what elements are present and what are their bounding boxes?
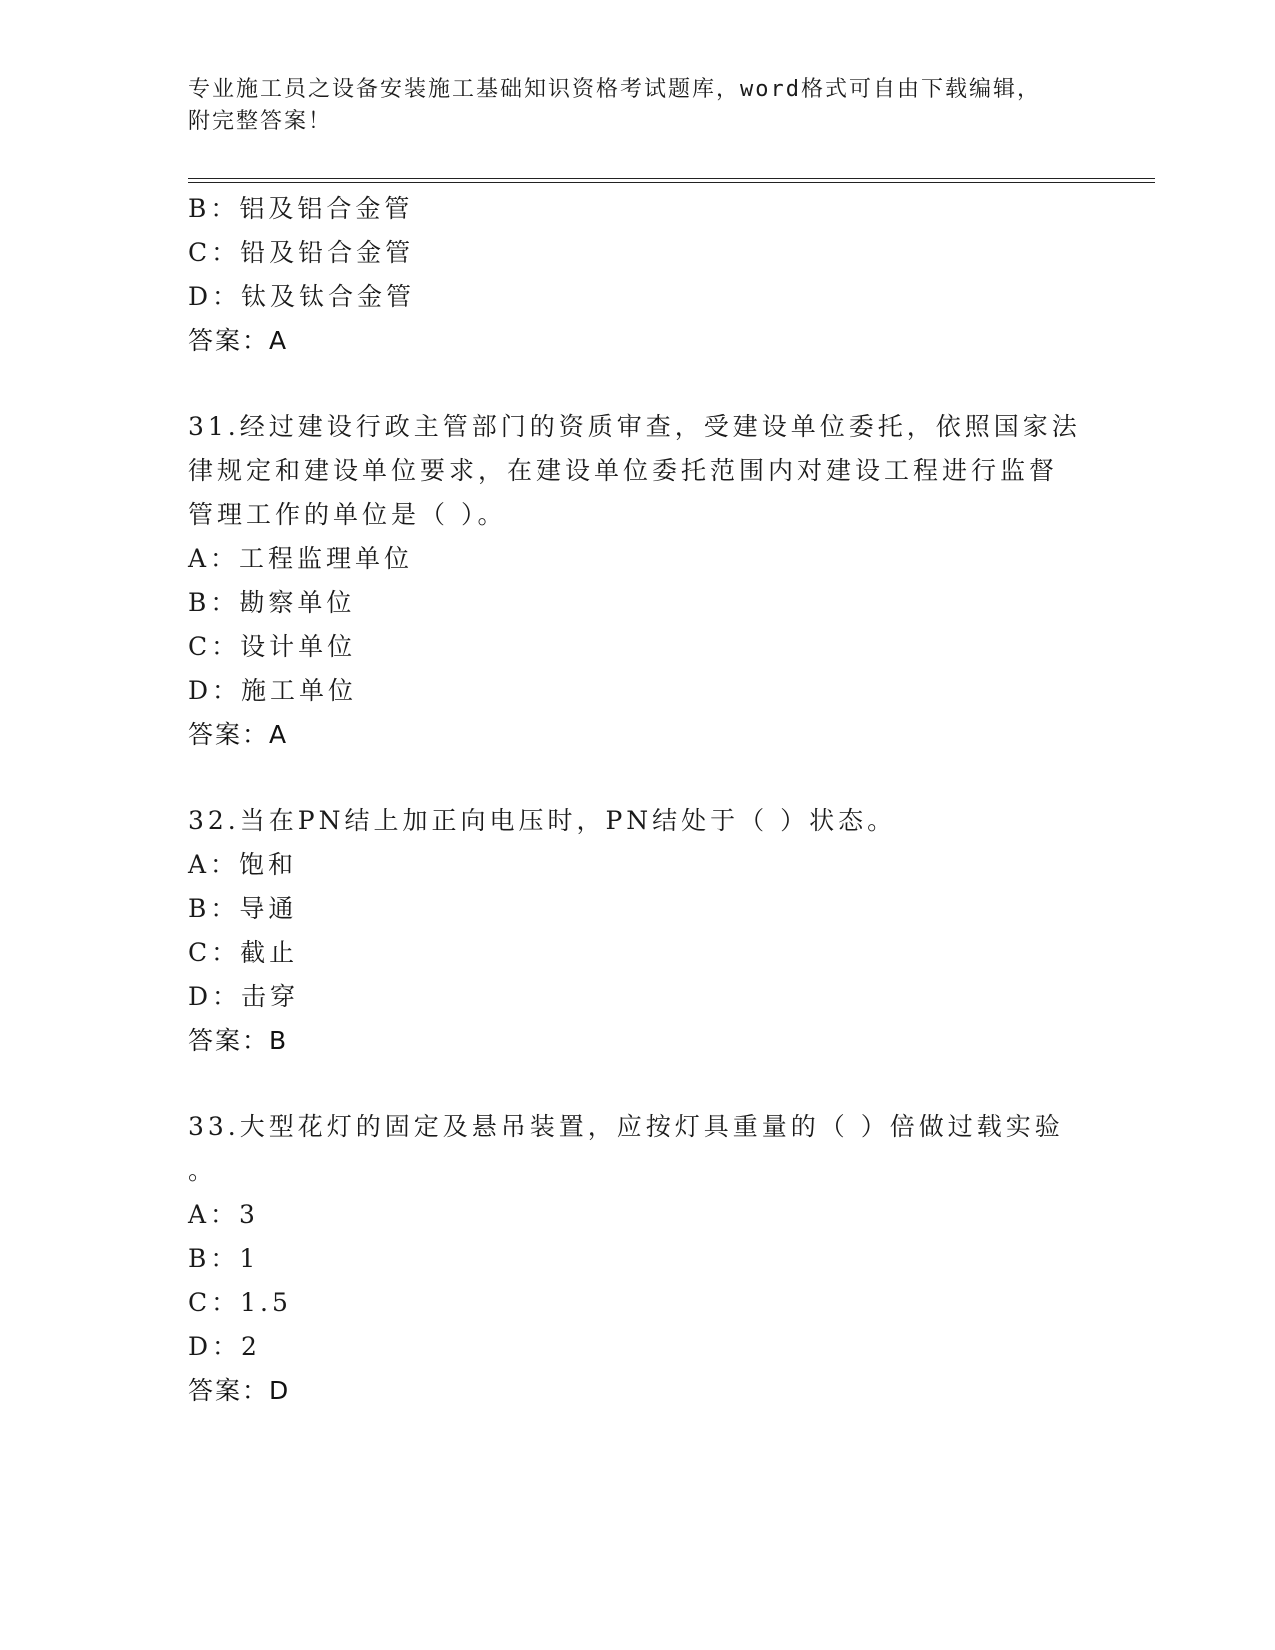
- q31-option-d: D：施工单位: [188, 676, 358, 705]
- q31-stem-line-1: 31.经过建设行政主管部门的资质审查，受建设单位委托，依照国家法: [188, 412, 1081, 441]
- q33-stem-line-2: 。: [188, 1156, 218, 1185]
- q32-stem-line-1: 32.当在PN结上加正向电压时，PN结处于（ ）状态。: [188, 806, 897, 835]
- q33-option-b: B：1: [188, 1244, 260, 1273]
- q33-stem-line-1: 33.大型花灯的固定及悬吊装置，应按灯具重量的（ ）倍做过载实验: [188, 1112, 1064, 1141]
- q31-option-c: C：设计单位: [188, 632, 357, 661]
- q32-option-a: A：饱和: [188, 850, 298, 879]
- header-divider-bottom: [188, 182, 1155, 183]
- header-line-1: 专业施工员之设备安装施工基础知识资格考试题库，word格式可自由下载编辑，: [188, 77, 1041, 102]
- q33-option-c: C：1.5: [188, 1288, 292, 1317]
- q33-answer: 答案：D: [188, 1376, 291, 1405]
- q31-option-a: A：工程监理单位: [188, 544, 414, 573]
- q30-option-b: B：铝及铝合金管: [188, 194, 414, 223]
- q31-stem-line-2: 律规定和建设单位要求，在建设单位委托范围内对建设工程进行监督: [188, 456, 1059, 485]
- q32-answer: 答案：B: [188, 1026, 289, 1055]
- q33-option-d: D：2: [188, 1332, 261, 1361]
- document-header: [188, 74, 1088, 138]
- q32-option-c: C：截止: [188, 938, 299, 967]
- header-divider-top: [188, 178, 1155, 179]
- header-line-2: 附完整答案！: [188, 109, 333, 134]
- q31-stem-line-3: 管理工作的单位是（ ）。: [188, 500, 507, 529]
- q33-option-a: A：3: [188, 1200, 259, 1229]
- q31-option-b: B：勘察单位: [188, 588, 356, 617]
- q32-option-d: D：击穿: [188, 982, 300, 1011]
- q30-answer: 答案：A: [188, 326, 289, 355]
- q30-option-c: C：铅及铅合金管: [188, 238, 415, 267]
- q30-option-d: D：钛及钛合金管: [188, 282, 416, 311]
- q32-option-b: B：导通: [188, 894, 298, 923]
- q31-answer: 答案：A: [188, 720, 289, 749]
